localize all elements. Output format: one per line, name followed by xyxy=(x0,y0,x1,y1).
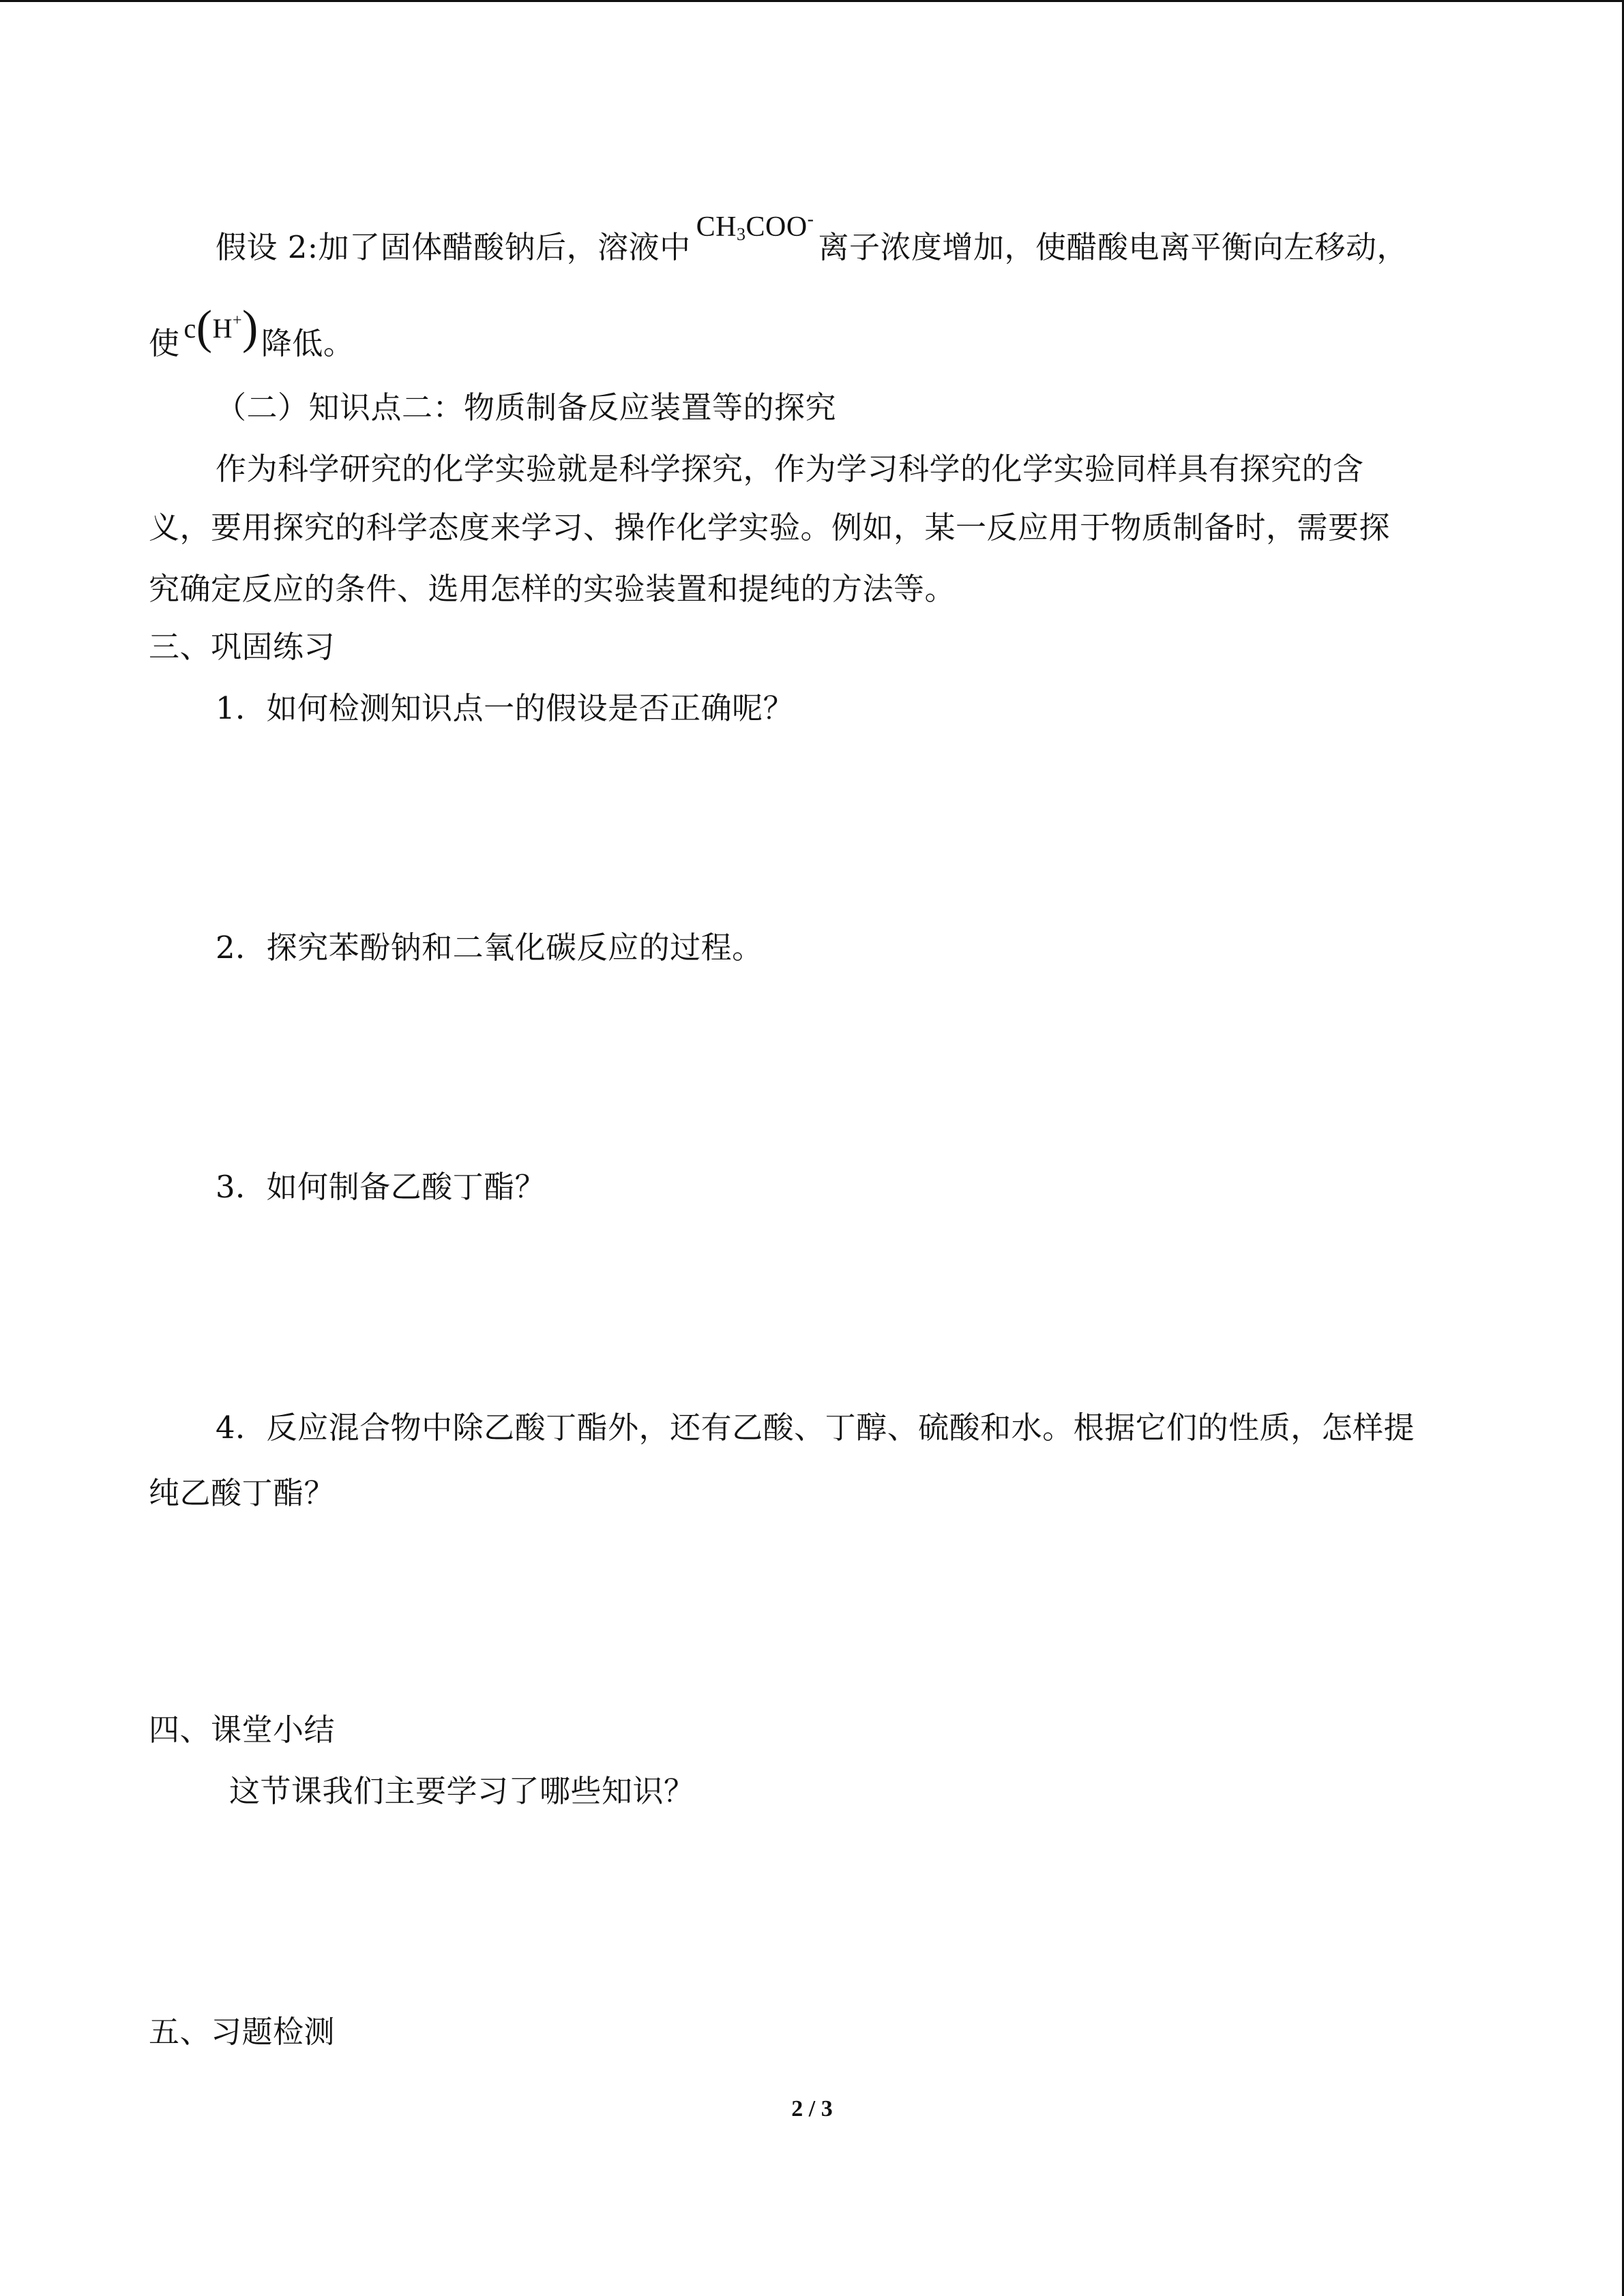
exercise-question-4-line-1: 4．反应混合物中除乙酸丁酯外，还有乙酸、丁醇、硫酸和水。根据它们的性质，怎样提 xyxy=(216,1410,1415,1446)
knowledge-point-2-paragraph-line-3: 究确定反应的条件、选用怎样的实验装置和提纯的方法等。 xyxy=(149,571,956,607)
exercise-question-1: 1．如何检测知识点一的假设是否正确呢？ xyxy=(216,690,795,726)
hypothesis-2-text-end: 离子浓度增加，使醋酸电离平衡向左移动， xyxy=(818,229,1408,265)
section-3-heading: 三、巩固练习 xyxy=(149,629,336,665)
exercise-question-3: 3．如何制备乙酸丁酯？ xyxy=(216,1169,546,1205)
knowledge-point-2-heading: （二）知识点二：物质制备反应装置等的探究 xyxy=(216,389,837,426)
hydrogen-symbol: H xyxy=(212,313,233,344)
hypothesis-2-line-2-start: 使 xyxy=(149,325,180,361)
hypothesis-2-line-2 xyxy=(149,301,355,370)
exercise-question-2: 2．探究苯酚钠和二氧化碳反应的过程。 xyxy=(216,929,763,966)
acetate-formula-coo: COO xyxy=(745,211,808,243)
exercise-question-4-line-2: 纯乙酸丁酯？ xyxy=(149,1475,336,1511)
acetate-formula-charge: - xyxy=(807,209,814,230)
knowledge-point-2-paragraph-line-1: 作为科学研究的化学实验就是科学探究，作为学习科学的化学实验同样具有探究的含 xyxy=(216,451,1364,487)
concentration-c: c xyxy=(183,313,196,344)
hydrogen-charge: + xyxy=(232,312,243,329)
hydrogen-ion-concentration-formula xyxy=(184,302,259,353)
acetate-ion-formula xyxy=(696,207,814,251)
acetate-formula-ch: CH xyxy=(696,211,737,243)
section-5-heading: 五、习题检测 xyxy=(149,2014,336,2050)
knowledge-point-2-paragraph-line-2: 义，要用探究的科学态度来学习、操作化学实验。例如，某一反应用于物质制备时，需要探 xyxy=(149,509,1391,546)
open-paren: ( xyxy=(196,301,213,354)
acetate-formula-subscript: 3 xyxy=(736,224,746,244)
close-paren: ) xyxy=(242,301,259,354)
summary-prompt: 这节课我们主要学习了哪些知识？ xyxy=(229,1773,695,1809)
hypothesis-2-text-start: 假设 2:加了固体醋酸钠后，溶液中 xyxy=(216,229,691,265)
hypothesis-2-line-1 xyxy=(216,209,1408,273)
section-4-heading: 四、课堂小结 xyxy=(149,1712,336,1748)
hypothesis-2-line-2-end: 降低。 xyxy=(261,325,355,361)
page-number: 2 / 3 xyxy=(791,2096,833,2121)
